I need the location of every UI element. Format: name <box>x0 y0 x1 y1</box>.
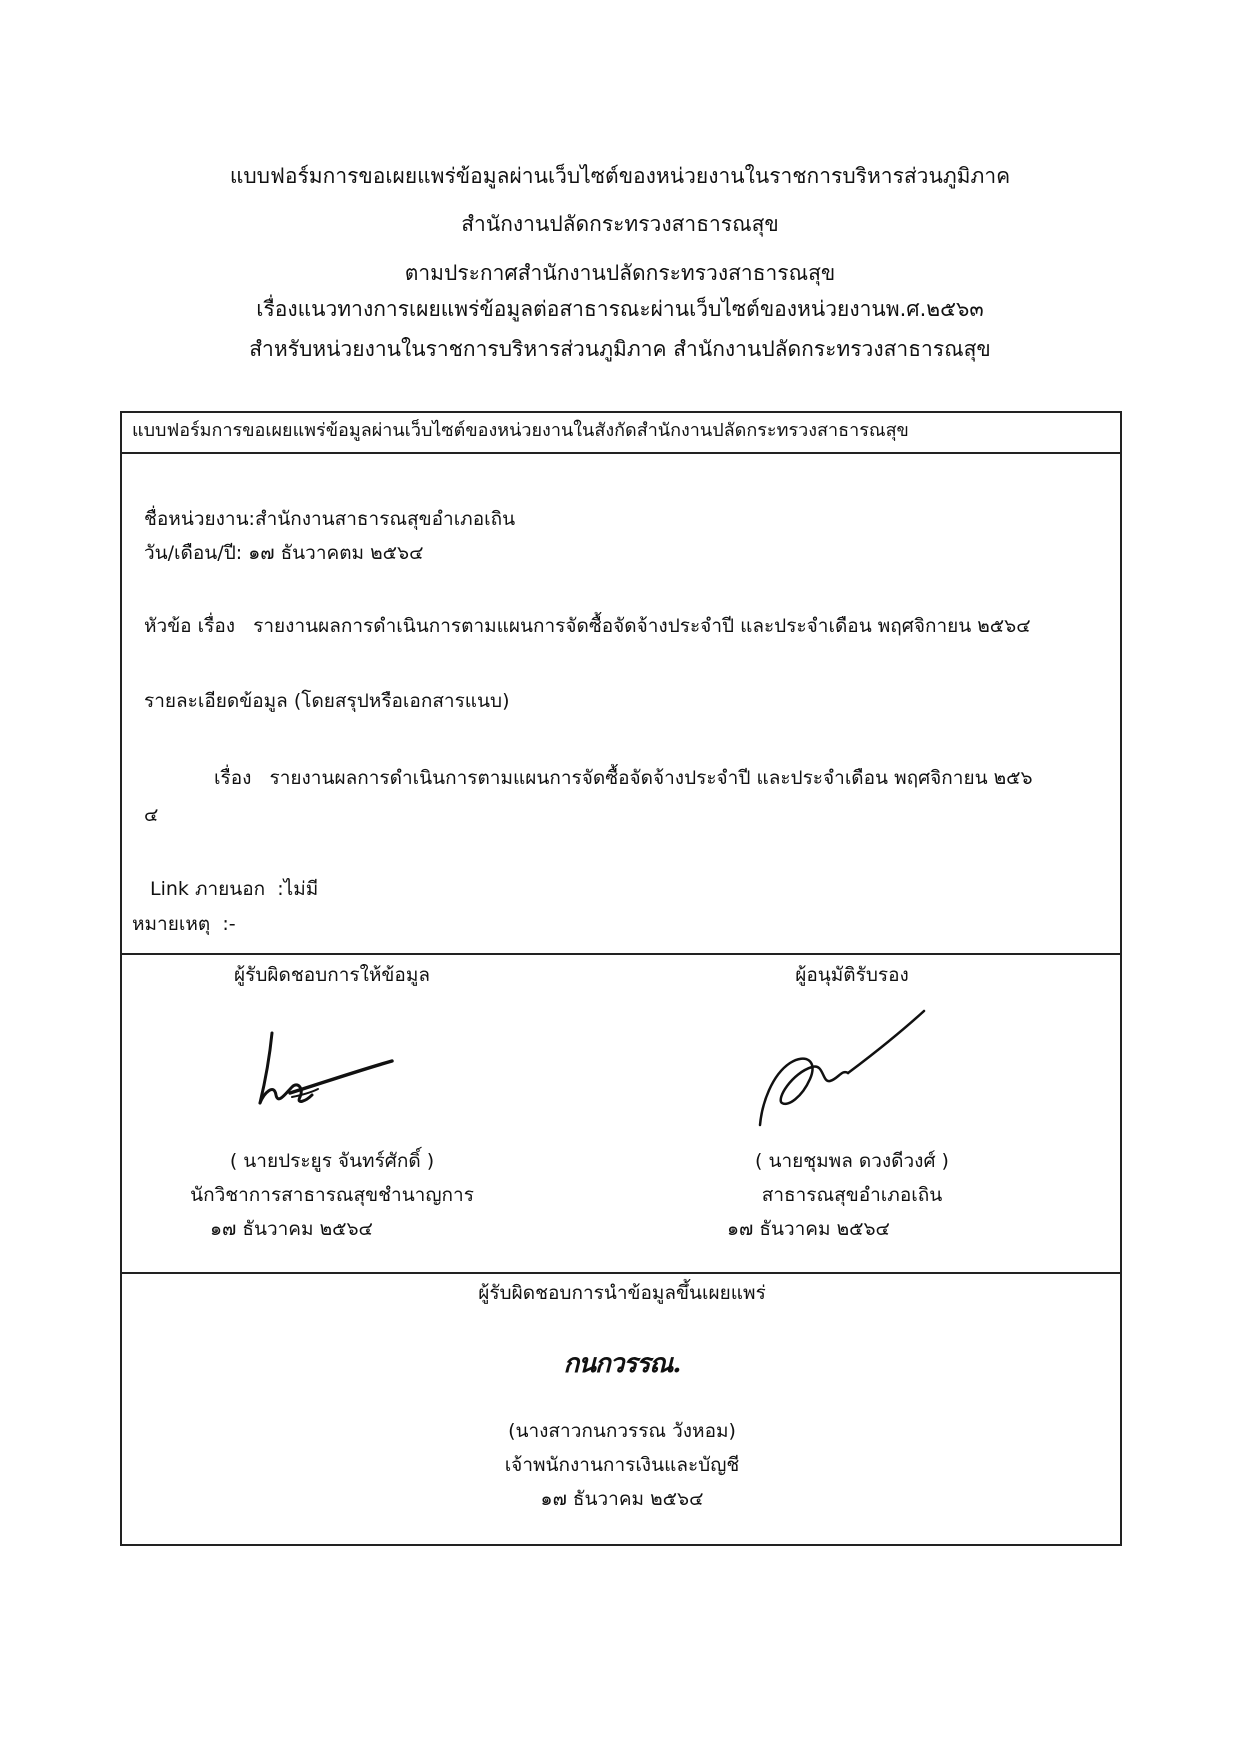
header-line-1: แบบฟอร์มการขอเผยแพร่ข้อมูลผ่านเว็บไซต์ของหน่วยงานในราชการบริหารส่วนภูมิภาค <box>229 164 1011 188</box>
topic-value: รายงานผลการดำเนินการตามแผนการจัดซื้อจัดจ้างประจำปี และประจำเดือน พฤศจิกายน ๒๕๖๔ <box>253 615 1031 637</box>
header-line-5: สำหรับหน่วยงานในราชการบริหารส่วนภูมิภาค สำนักงานปลัดกระทรวงสาธารณสุข <box>249 337 991 361</box>
topic-row <box>144 612 1031 640</box>
publisher-heading: ผู้รับผิดชอบการนำข้อมูลขึ้นเผยแพร่ <box>478 1282 766 1304</box>
unit-label: ชื่อหน่วยงาน: <box>144 508 255 530</box>
approver-date: ๑๗ ธันวาคม ๒๕๖๔ <box>727 1218 890 1240</box>
form-box-title: แบบฟอร์มการขอเผยแพร่ข้อมูลผ่านเว็บไซต์ของหน่วยงานในสังกัดสำนักงานปลัดกระทรวงสาธารณสุข <box>132 420 909 441</box>
date-row <box>144 539 423 567</box>
remark-row <box>132 910 236 938</box>
date-label: วัน/เดือน/ปี: <box>144 542 243 564</box>
publisher-signature: กนกวรรณ. <box>563 1349 681 1379</box>
publisher-position: เจ้าพนักงานการเงินและบัญชี <box>504 1454 740 1476</box>
detail-subject-label: เรื่อง <box>214 767 252 789</box>
remark-label: หมายเหตุ <box>132 913 211 935</box>
provider-date: ๑๗ ธันวาคม ๒๕๖๔ <box>210 1218 373 1240</box>
date-value: ๑๗ ธันวาคตม ๒๕๖๔ <box>248 542 424 564</box>
divider-publisher <box>122 1272 1120 1274</box>
detail-subject-value: รายงานผลการดำเนินการตามแผนการจัดซื้อจัดจ้างประจำปี และประจำเดือน พฤศจิกายน ๒๕๖ <box>269 767 1033 789</box>
detail-label: รายละเอียดข้อมูล (โดยสรุปหรือเอกสารแนบ) <box>144 690 510 712</box>
header-line-4: เรื่องแนวทางการเผยแพร่ข้อมูลต่อสาธารณะผ่านเว็บไซต์ของหน่วยงานพ.ศ.๒๕๖๓ <box>256 297 984 321</box>
divider-title <box>122 452 1120 454</box>
link-row <box>150 875 318 903</box>
form-box <box>120 411 1122 1546</box>
link-value: :ไม่มี <box>277 878 319 900</box>
detail-subject-wrap: ๔ <box>144 804 159 826</box>
header-line-3: ตามประกาศสำนักงานปลัดกระทรวงสาธารณสุข <box>404 261 836 285</box>
approver-position: สาธารณสุขอำเภอเถิน <box>761 1184 943 1206</box>
detail-subject-row <box>214 764 1033 792</box>
publisher-name: (นางสาวกนกวรรณ วังหอม) <box>508 1420 736 1442</box>
unit-row <box>144 505 515 533</box>
link-label: Link ภายนอก <box>150 878 266 900</box>
unit-value: สำนักงานสาธารณสุขอำเภอเถิน <box>254 508 516 530</box>
remark-value: :- <box>222 913 236 935</box>
provider-signature-icon <box>252 1023 402 1118</box>
topic-label: หัวข้อ เรื่อง <box>144 615 236 637</box>
provider-heading: ผู้รับผิดชอบการให้ข้อมูล <box>234 964 430 986</box>
approver-heading: ผู้อนุมัติรับรอง <box>795 964 909 986</box>
publisher-date: ๑๗ ธันวาคม ๒๕๖๔ <box>540 1488 704 1510</box>
approver-name: ( นายชุมพล ดวงดีวงศ์ ) <box>755 1150 949 1172</box>
provider-name: ( นายประยูร จันทร์ศักดิ์ ) <box>229 1150 435 1172</box>
header-line-2: สำนักงานปลัดกระทรวงสาธารณสุข <box>461 212 779 236</box>
provider-position: นักวิชาการสาธารณสุขชำนาญการ <box>190 1184 474 1206</box>
divider-signatures <box>122 953 1120 955</box>
approver-signature-icon <box>752 1003 932 1133</box>
